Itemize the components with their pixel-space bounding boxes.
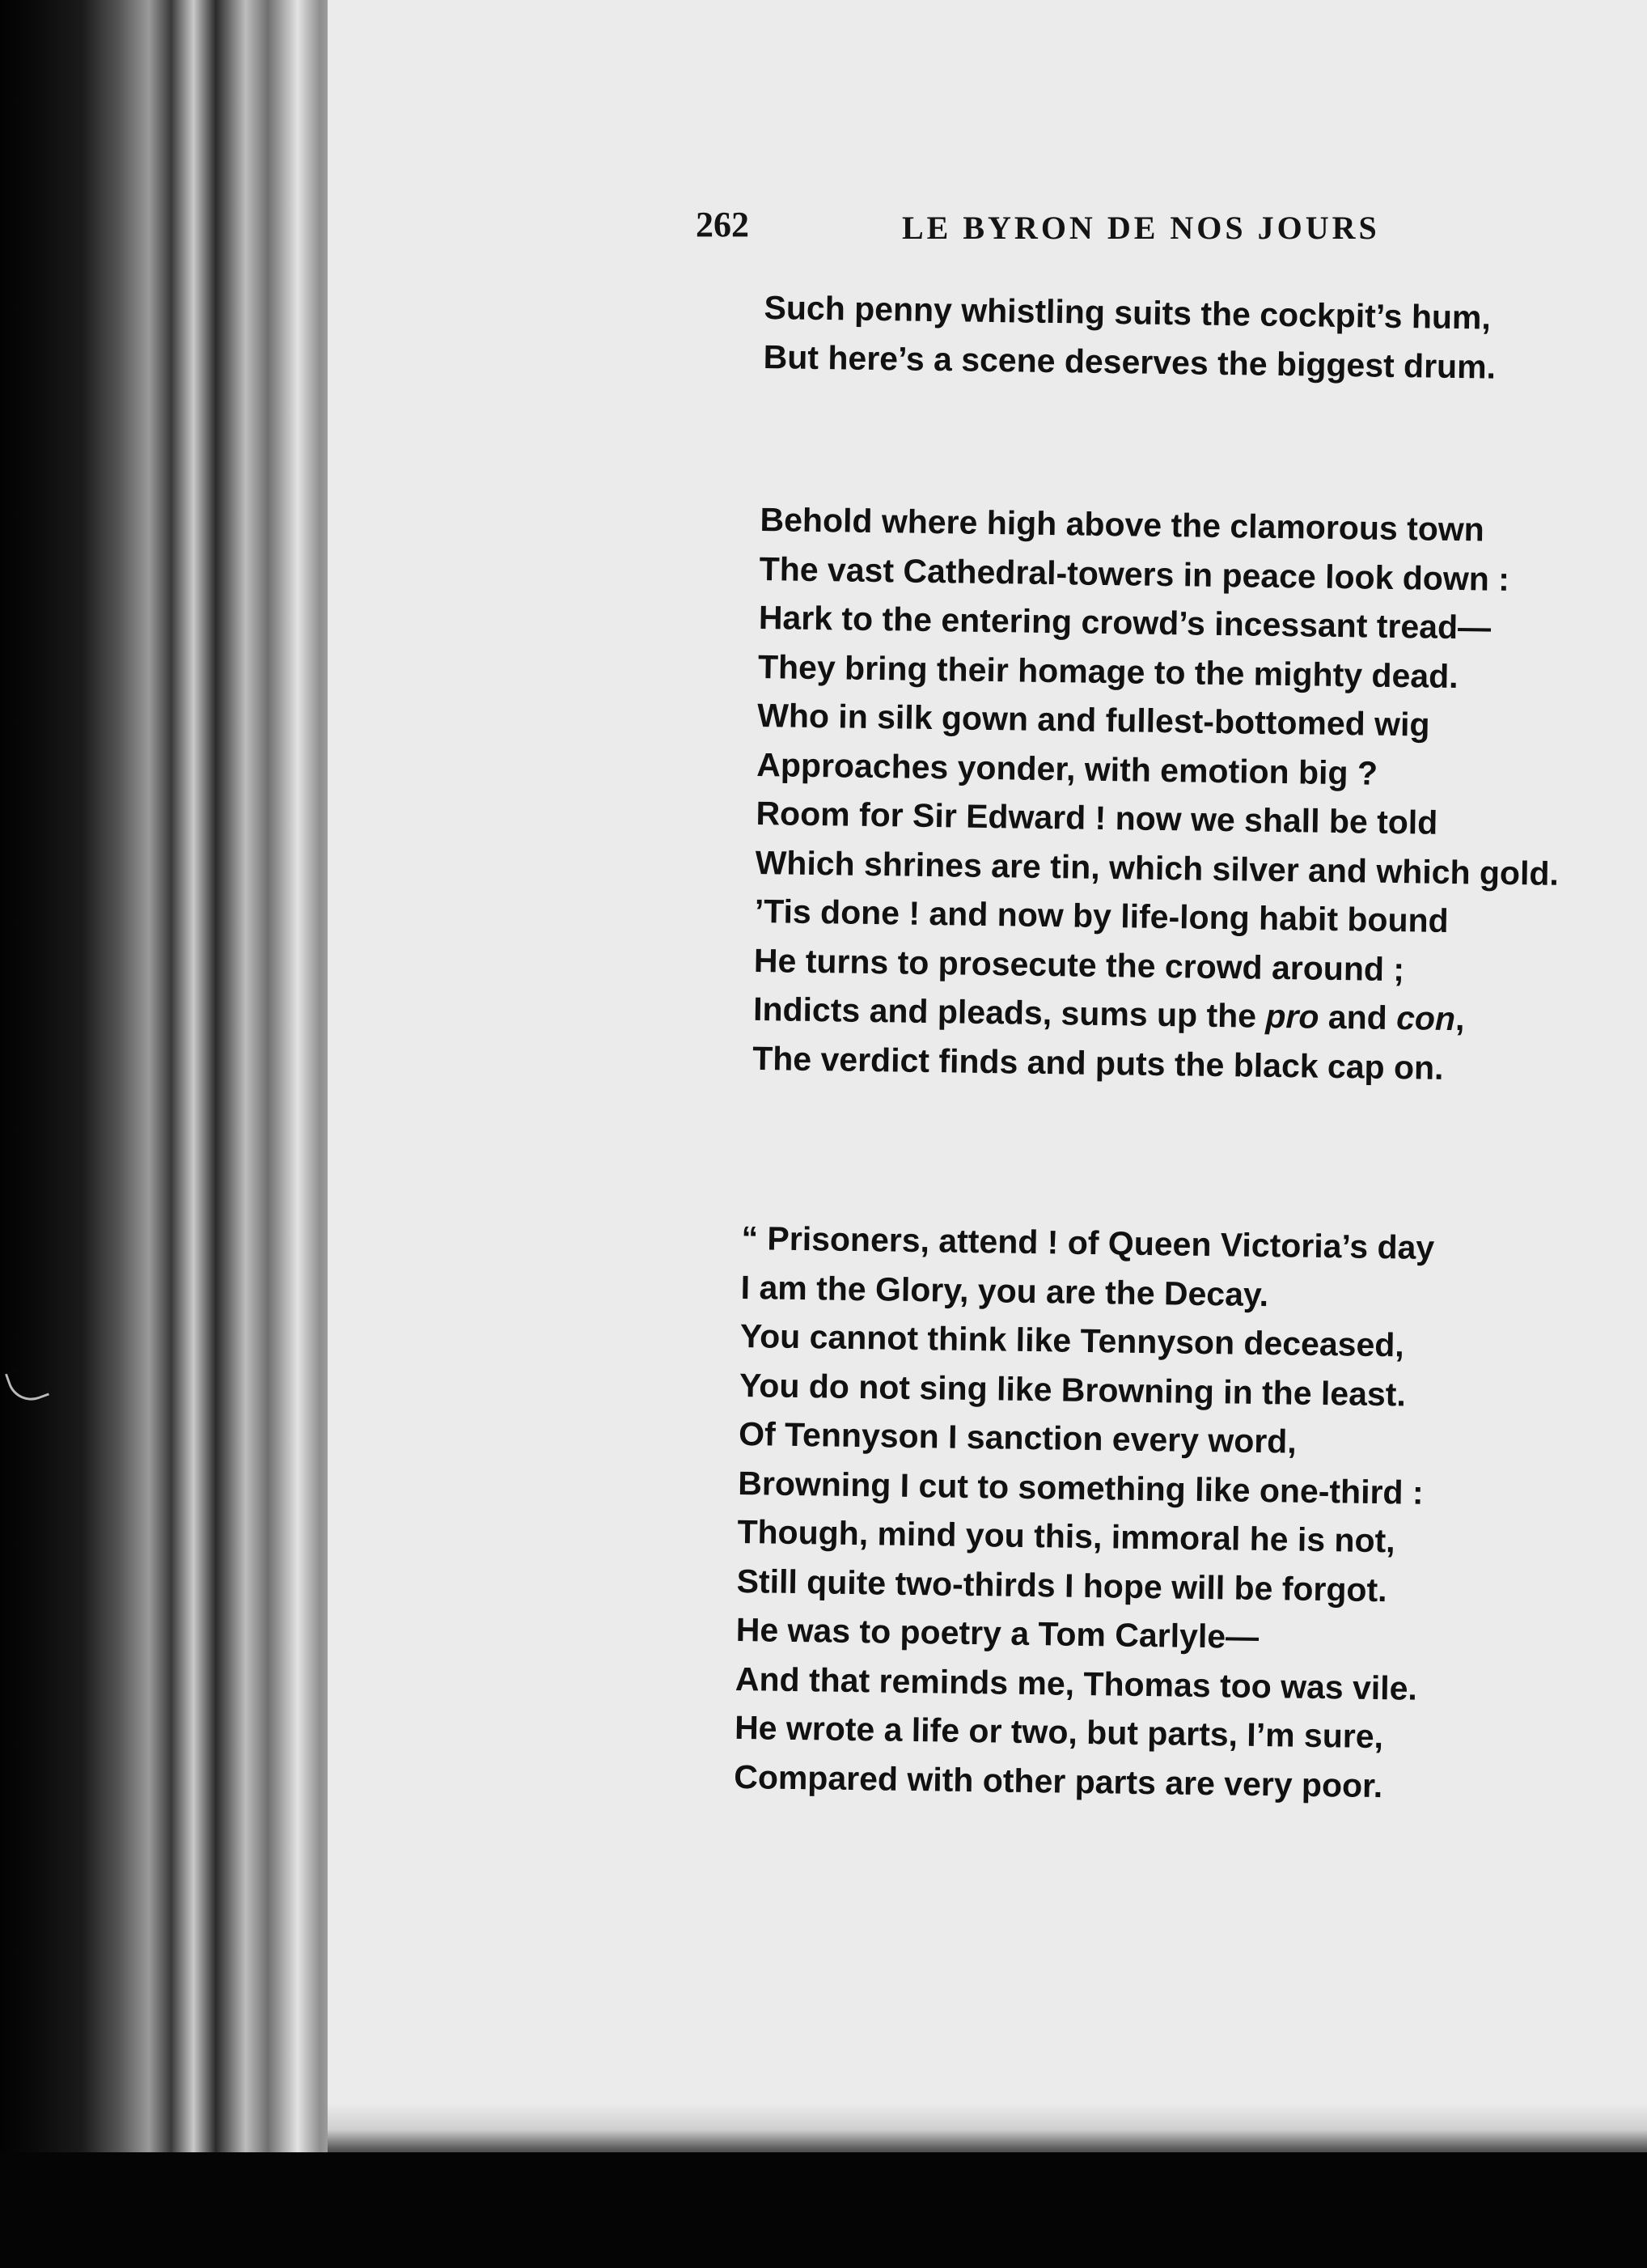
verse-line: Browning I cut to something like one-third :: [738, 1464, 1424, 1511]
verse-line: Compared with other parts are very poor.: [733, 1757, 1383, 1804]
stanza-1: [763, 283, 1497, 392]
verse-segment: Indicts and pleads, sums up the: [752, 990, 1257, 1035]
verse-line: Approaches yonder, with emotion big ?: [756, 745, 1378, 792]
verse-line: The verdict finds and puts the black cap on.: [752, 1039, 1444, 1087]
verse-line: “ Prisoners, attend ! of Queen Victoria’s day: [741, 1219, 1435, 1266]
verse-line: Though, mind you this, immoral he is not,: [737, 1512, 1395, 1560]
running-head: LE BYRON DE NOS JOURS: [902, 210, 1380, 246]
verse-line: And that reminds me, Thomas too was vile.: [735, 1660, 1418, 1707]
verse-italic-pro: pro: [1265, 997, 1319, 1036]
book-spine-edge: [0, 0, 372, 2268]
verse-line: Which shrines are tin, which silver and which gold.: [755, 843, 1560, 892]
verse-line: Room for Sir Edward ! now we shall be told: [756, 794, 1438, 841]
verse-line: He turns to prosecute the crowd around ;: [753, 941, 1405, 988]
verse-line: He wrote a life or two, but parts, I’m sure,: [734, 1708, 1384, 1756]
verse-segment: and: [1319, 998, 1397, 1037]
verse-line: Hark to the entering crowd’s incessant tread—: [758, 598, 1492, 646]
verse-line: He was to poetry a Tom Carlyle—: [735, 1610, 1260, 1655]
verse-line: But here’s a scene deserves the biggest drum.: [763, 337, 1497, 386]
verse-line: Still quite two-thirds I hope will be forgot.: [736, 1562, 1387, 1609]
verse-line: Behold where high above the clamorous town: [760, 500, 1485, 549]
verse-line: You cannot think like Tennyson deceased,: [739, 1316, 1405, 1364]
scan-background: [0, 2152, 1647, 2268]
verse-segment: ,: [1454, 1000, 1465, 1038]
stanza-3: [734, 1214, 1435, 1811]
verse-line: They bring their homage to the mighty dead.: [757, 647, 1459, 695]
verse-line: I am the Glory, you are the Decay.: [740, 1268, 1269, 1313]
verse-line: Of Tennyson I sanction every word,: [738, 1414, 1298, 1460]
verse-line: Such penny whistling suits the cockpit’s hum,: [764, 288, 1492, 337]
verse-line: The vast Cathedral-towers in peace look down :: [759, 549, 1510, 598]
verse-line: Who in silk gown and fullest-bottomed wig: [756, 696, 1430, 744]
verse-line: ’Tis done ! and now by life-long habit bound: [754, 892, 1449, 939]
verse-italic-con: con: [1395, 999, 1456, 1038]
verse-line: You do not sing like Browning in the least.: [739, 1366, 1407, 1413]
page-number: 262: [696, 205, 749, 244]
stanza-2: [752, 495, 1564, 1094]
